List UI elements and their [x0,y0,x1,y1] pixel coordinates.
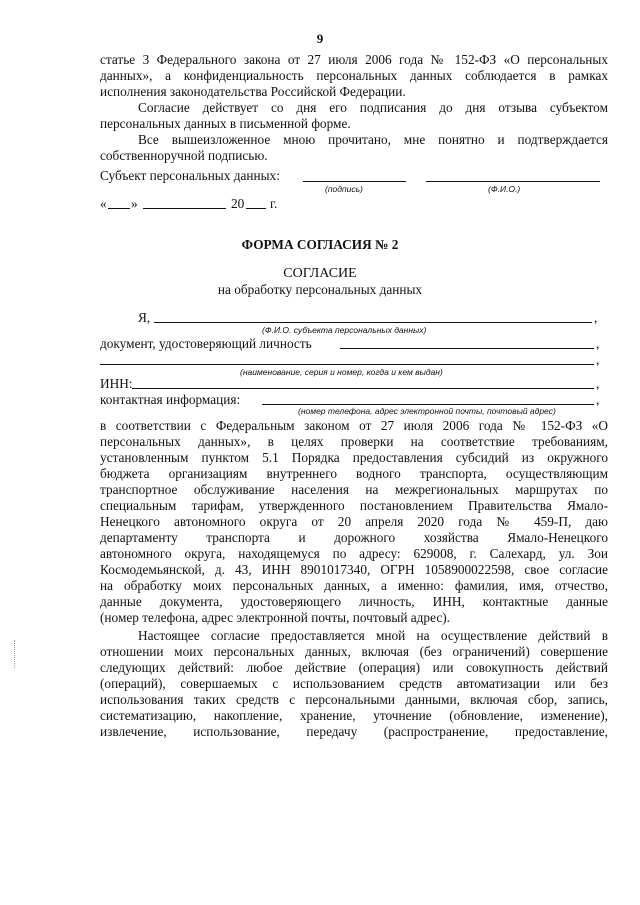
paragraph-line: Настоящее согласие предоставляется мной на осуществление действий в [138,628,608,643]
paragraph-line: департаменту транспорта и дорожного хозяйства Ямало-Ненецкого [100,530,608,545]
paragraph-line: персональных данных в письменной форме. [100,116,351,131]
paragraph-line: следующих действий: любое действие (операция) или совокупность действий [100,660,608,675]
field-comma: , [596,336,600,351]
document-field-line-2[interactable] [100,364,594,365]
paragraph-line: автономного округа, находящемуся по адресу: 629008, г. Салехард, ул. Зои [100,546,608,561]
consent-heading: СОГЛАСИЕ [283,266,357,281]
paragraph-line: исполнения законодательства Российской Федерации. [100,84,406,99]
contact-caption: (номер телефона, адрес электронной почты, почтовый адрес) [298,406,556,416]
signature-label: Субъект персональных данных: [100,168,280,183]
inn-label: ИНН: [100,376,133,391]
paragraph-line: специальным тарифам, утвержденного постановлением Правительства Ямало- [100,498,608,513]
document-caption: (наименование, серия и номер, когда и кем выдан) [240,367,443,377]
full-name-field[interactable] [154,322,592,323]
paragraph-line: в соответствии с Федеральным законом от 27 июля 2006 года № 152-ФЗ «О [100,418,608,433]
i-label: Я, [138,310,151,325]
paragraph-line: отношении моих персональных данных, включая (без ограничений) совершение [100,644,608,659]
scan-margin-mark [14,640,16,668]
paragraph-line: Космодемьянской, д. 43, ИНН 8901017340, ОГРН 1058900022598, свое согласие [100,562,608,577]
field-comma: , [596,376,600,391]
year-suffix: г. [270,196,278,211]
field-comma: , [596,352,600,367]
document-label: документ, удостоверяющий личность [100,336,312,351]
inn-field[interactable] [132,388,594,389]
paragraph-line: бюджета организациям внутреннего водного транспорта, осуществляющим [100,466,608,481]
date-close-quote: » [131,196,138,211]
paragraph-line: статье 3 Федерального закона от 27 июля 2006 года № 152-ФЗ «О персональных [100,52,608,67]
document-field[interactable] [340,348,594,349]
paragraph-line: извлечение, использование, передачу (распространение, предоставление, [100,724,608,739]
paragraph-line: (номер телефона, адрес электронной почты, почтовый адрес). [100,610,450,625]
signature-line[interactable] [303,181,406,182]
paragraph-line: персональных данных», в целях проверки на соответствие требованиям, [100,434,608,449]
form-title: ФОРМА СОГЛАСИЯ № 2 [241,237,399,252]
paragraph-line: Все вышеизложенное мною прочитано, мне понятно и подтверждается [138,132,608,147]
month-line[interactable] [143,208,226,209]
year-prefix: 20 [231,196,245,211]
contact-field[interactable] [262,404,594,405]
paragraph-line: транспортное обслуживание населения на межрегиональных маршрутах по [100,482,608,497]
full-name-caption: (Ф.И.О. субъекта персональных данных) [262,325,427,335]
paragraph-line: Согласие действует со дня его подписания до дня отзыва субъектом [138,100,608,115]
name-line[interactable] [426,181,600,182]
day-line[interactable] [108,208,130,209]
name-caption: (Ф.И.О.) [488,184,521,194]
field-comma: , [594,310,598,325]
paragraph-line: (операций), совершаемых с использованием средств автоматизации или без [100,676,608,691]
consent-subheading: на обработку персональных данных [217,282,423,297]
contact-label: контактная информация: [100,392,241,407]
paragraph-line: на обработку моих персональных данных, а именно: фамилия, имя, отчество, [100,578,608,593]
date-open-quote: « [100,196,107,211]
paragraph-line: собственноручной подписью. [100,148,268,163]
page-number: 9 [316,31,324,46]
paragraph-line: Ненецкого автономного округа от 20 апреля 2020 года № 459-П, даю [100,514,608,529]
paragraph-line: данных», а конфиденциальность персональных данных соблюдается в рамках [100,68,608,83]
paragraph-line: данные документа, удостоверяющего личность, ИНН, контактные данные [100,594,608,609]
year-line[interactable] [246,208,266,209]
paragraph-line: систематизацию, накопление, хранение, уточнение (обновление, изменение), [100,708,608,723]
paragraph-line: установленным пунктом 5.1 Порядка предоставления субсидий из окружного [100,450,608,465]
field-comma: , [596,392,600,407]
paragraph-line: использования таких средств с персональными данными, включая сбор, запись, [100,692,608,707]
signature-caption: (подпись) [325,184,363,194]
